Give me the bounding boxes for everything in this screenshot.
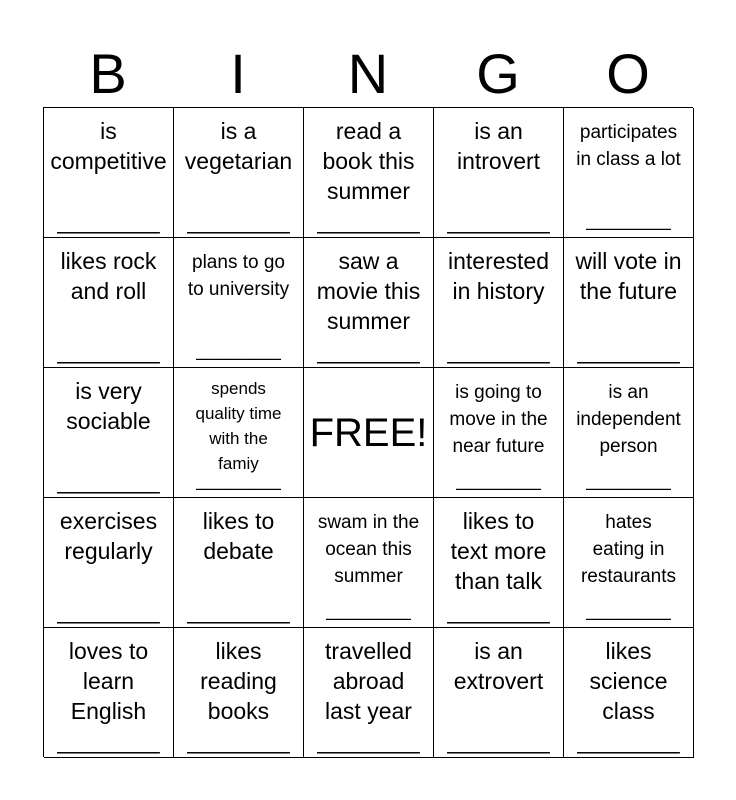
signature-line: ________: [57, 598, 160, 624]
bingo-cell[interactable]: [564, 498, 694, 628]
bingo-cell[interactable]: [174, 238, 304, 368]
cell-text: will vote in the future: [575, 248, 682, 304]
bingo-cell[interactable]: [304, 108, 434, 238]
cell-text: saw a movie this summer: [316, 248, 421, 334]
bingo-cell[interactable]: [564, 238, 694, 368]
signature-line: ________: [317, 728, 420, 754]
signature-line: ________: [187, 208, 290, 234]
cell-text: hates eating in restaurants: [580, 512, 677, 587]
header-letter-g: G: [476, 42, 520, 105]
signature-line: ________: [456, 470, 541, 491]
cell-text: swam in the ocean this summer: [317, 512, 420, 587]
bingo-cell[interactable]: [44, 108, 174, 238]
cell-text: plans to go to university: [187, 252, 290, 300]
signature-line: ________: [447, 598, 550, 624]
signature-line: ________: [317, 338, 420, 364]
bingo-cell[interactable]: [174, 498, 304, 628]
bingo-cell[interactable]: [564, 108, 694, 238]
cell-text: likes reading books: [200, 638, 277, 724]
free-space-label: FREE!: [309, 410, 428, 455]
signature-line: ________: [196, 470, 281, 491]
header-letter-n: N: [347, 42, 389, 105]
bingo-header: [43, 44, 693, 104]
signature-line: ________: [586, 210, 671, 231]
cell-text: is an independent person: [576, 382, 681, 457]
bingo-cell[interactable]: [174, 368, 304, 498]
cell-text: is very sociable: [66, 378, 151, 434]
cell-text: likes rock and roll: [60, 248, 157, 304]
signature-line: ________: [187, 598, 290, 624]
signature-line: ________: [57, 208, 160, 234]
bingo-cell[interactable]: [44, 628, 174, 758]
header-letter-i: I: [230, 42, 246, 105]
cell-text: likes to debate: [202, 508, 275, 564]
bingo-cell[interactable]: [434, 238, 564, 368]
cell-text: is an extrovert: [453, 638, 544, 694]
cell-text: is an introvert: [456, 118, 541, 174]
cell-text: read a book this summer: [322, 118, 415, 204]
signature-line: ________: [577, 728, 680, 754]
bingo-cell[interactable]: [304, 498, 434, 628]
bingo-cell[interactable]: [304, 628, 434, 758]
cell-text: travelled abroad last year: [325, 638, 412, 724]
header-letter-b: B: [89, 42, 127, 105]
signature-line: ________: [317, 208, 420, 234]
bingo-cell[interactable]: [564, 628, 694, 758]
cell-text: exercises regularly: [59, 508, 158, 564]
bingo-cell[interactable]: [434, 368, 564, 498]
cell-text: participates in class a lot: [576, 122, 681, 170]
cell-text: loves to learn English: [68, 638, 149, 724]
signature-line: ________: [447, 338, 550, 364]
signature-line: ________: [57, 338, 160, 364]
cell-text: interested in history: [447, 248, 549, 304]
cell-text: likes to text more than talk: [450, 508, 547, 594]
signature-line: ________: [586, 600, 671, 621]
cell-text: is a vegetarian: [184, 118, 293, 174]
cell-text: is competitive: [50, 118, 167, 174]
bingo-cell[interactable]: [434, 628, 564, 758]
cell-text: likes science class: [589, 638, 668, 724]
free-space-cell[interactable]: [304, 368, 434, 498]
bingo-cell[interactable]: [304, 238, 434, 368]
signature-line: ________: [447, 208, 550, 234]
signature-line: ________: [196, 340, 281, 361]
cell-text: spends quality time with the famiy: [195, 379, 282, 473]
bingo-cell[interactable]: [44, 498, 174, 628]
signature-line: ________: [57, 468, 160, 494]
signature-line: ________: [187, 728, 290, 754]
bingo-cell[interactable]: [564, 368, 694, 498]
signature-line: ________: [577, 338, 680, 364]
signature-line: ________: [586, 470, 671, 491]
bingo-cell[interactable]: [434, 108, 564, 238]
bingo-cell[interactable]: [434, 498, 564, 628]
signature-line: ________: [447, 728, 550, 754]
bingo-cell[interactable]: [44, 368, 174, 498]
bingo-cell[interactable]: [44, 238, 174, 368]
bingo-cell[interactable]: [174, 628, 304, 758]
bingo-cell[interactable]: [174, 108, 304, 238]
cell-text: is going to move in the near future: [449, 382, 548, 457]
signature-line: ________: [326, 600, 411, 621]
header-letter-o: O: [606, 42, 650, 105]
bingo-board: [43, 107, 693, 757]
signature-line: ________: [57, 728, 160, 754]
